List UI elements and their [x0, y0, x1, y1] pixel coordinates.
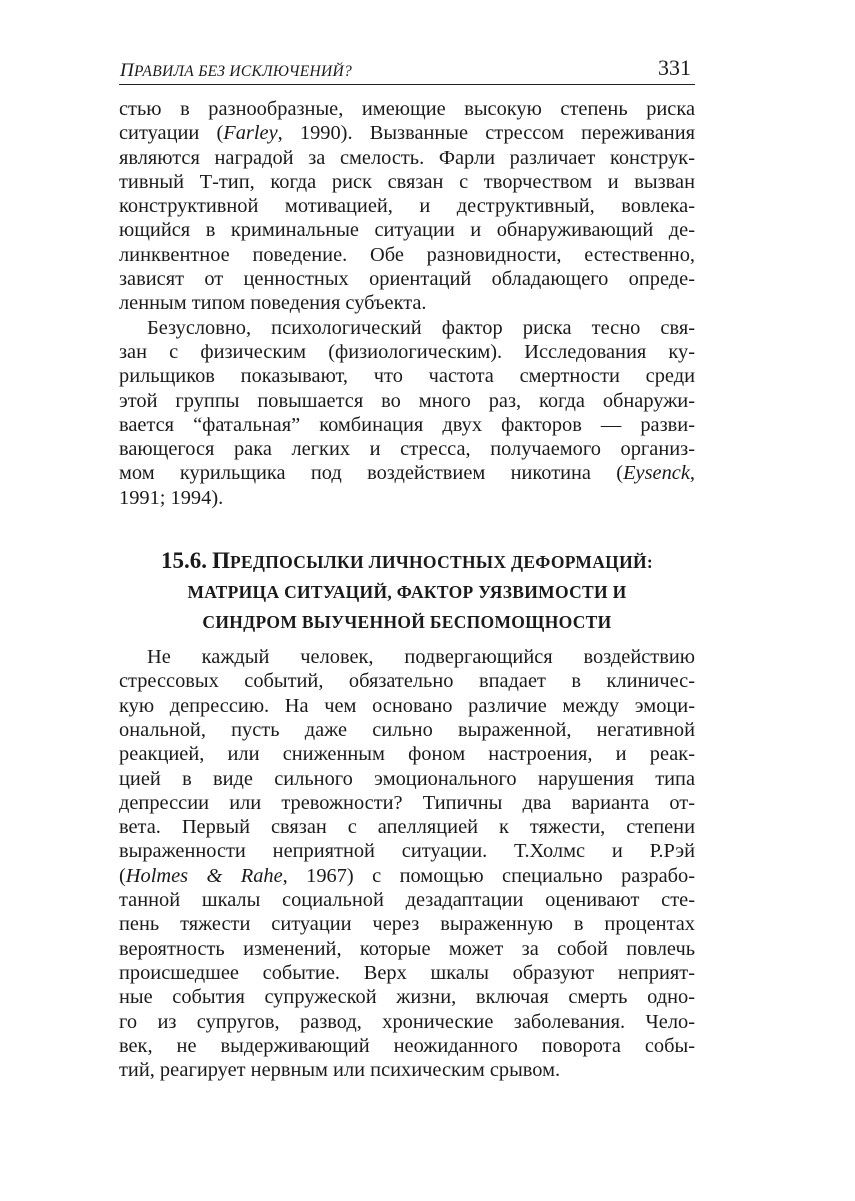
text-line: вается “фатальная” комбинация двух факторов — разви- — [119, 413, 695, 436]
section-heading — [119, 546, 695, 637]
section-number: 15.6. — [160, 548, 207, 574]
text-line: 1991; 1994). — [119, 486, 224, 509]
text-line: депрессии или тревожности? Типичны два варианта от- — [119, 791, 695, 814]
heading-line: МАТРИЦА СИТУАЦИЙ, ФАКТОР УЯЗВИМОСТИ И — [187, 582, 627, 603]
text-line: вета. Первый связан с апелляцией к тяжести, степени — [119, 816, 695, 839]
paragraph-continuation — [119, 97, 695, 316]
text-line: выраженности неприятной ситуации. Т.Холмс и Р.Рэй — [119, 840, 695, 863]
text-line: го из супругов, развод, хронические заболевания. Чело- — [119, 1010, 695, 1033]
text-line: стрессовых событий, обязательно впадает в клиничес- — [119, 670, 695, 693]
heading-line — [119, 546, 695, 577]
text-run: ( — [119, 864, 126, 887]
text-line: цией в виде сильного эмоционального нарушения типа — [119, 767, 695, 790]
text-line: являются наградой за смелость. Фарли различает конструк- — [119, 146, 695, 169]
body-text — [119, 97, 695, 1082]
text-line: происшедшее событие. Верх шкалы образуют неприят- — [119, 961, 695, 984]
text-line: стью в разнообразные, имеющие высокую степень риска — [119, 98, 695, 120]
paragraph-depression — [119, 645, 695, 1082]
text-line: этой группы повышается во много раз, когда обнаружи- — [119, 389, 695, 412]
heading-text: РЕДПОСЫЛКИ ЛИЧНОСТНЫХ ДЕФОРМАЦИЙ: — [229, 552, 654, 573]
text-line: пень тяжести ситуации через выраженную в процентах — [119, 913, 695, 936]
text-line: конструктивной мотивацией, и деструктивный, вовлека- — [119, 195, 695, 218]
text-line: линквентное поведение. Обе разновидности, естественно, — [119, 243, 695, 266]
text-line: тивный Т-тип, когда риск связан с творчеством и вызван — [119, 170, 695, 193]
text-line — [119, 864, 695, 888]
text-line: ные события супружеской жизни, включая смерть одно- — [119, 986, 695, 1009]
running-title — [120, 60, 352, 82]
text-line: ленным типом поведения субъекта. — [119, 292, 427, 315]
citation-author: Holmes & Rahe — [125, 864, 283, 887]
heading-line: СИНДРОМ ВЫУЧЕННОЙ БЕСПОМОЩНОСТИ — [202, 612, 612, 633]
text-line: вероятность изменений, которые может за собой повлечь — [119, 937, 695, 960]
text-line: ональной, пусть даже сильно выраженной, негативной — [119, 718, 695, 741]
text-line: танной шкалы социальной дезадаптации оценивают сте- — [119, 889, 695, 912]
text-line: Безусловно, психологический фактор риска тесно свя- — [147, 316, 695, 339]
text-run: , 1967) с помощью специально разрабо- — [282, 864, 695, 887]
text-run: мом курильщика под воздействием никотина ( — [119, 462, 624, 485]
running-title-initial: П — [120, 60, 135, 81]
running-head — [119, 48, 695, 85]
citation-author: Eysenck — [623, 462, 690, 485]
text-line — [119, 121, 695, 145]
text-line: зависят от ценностных ориентаций обладающего опреде- — [119, 268, 695, 291]
text-line: кую депрессию. На чем основано различие между эмоци- — [119, 694, 695, 717]
text-line: Не каждый человек, подвергающийся воздействию — [147, 646, 695, 669]
text-line — [119, 461, 695, 485]
page-number: 331 — [658, 55, 691, 80]
text-line: век, не выдерживающий неожиданного поворота собы- — [119, 1034, 695, 1057]
text-line: зан с физическим (физиологическим). Исследования ку- — [119, 340, 695, 363]
text-line: ющийся в криминальные ситуации и обнаруживающий де- — [119, 219, 695, 242]
text-line: рильщиков показывают, что частота смертности среди — [119, 365, 695, 388]
text-line: реакцией, или сниженным фоном настроения, и реак- — [119, 743, 695, 766]
text-run: , — [689, 462, 695, 485]
paragraph-smoking — [119, 316, 695, 510]
text-run: , 1990). Вызванные стрессом переживания — [277, 122, 695, 145]
text-line: тий, реагирует нервным или психическим срывом. — [119, 1059, 561, 1082]
book-page — [119, 48, 695, 1082]
text-line: вающегося рака легких и стресса, получаемого организ- — [119, 438, 695, 461]
text-run: ситуации ( — [119, 122, 224, 145]
running-title-rest: РАВИЛА БЕЗ ИСКЛЮЧЕНИЙ? — [134, 63, 353, 80]
heading-initial: П — [212, 548, 230, 574]
citation-author: Farley — [223, 122, 278, 145]
